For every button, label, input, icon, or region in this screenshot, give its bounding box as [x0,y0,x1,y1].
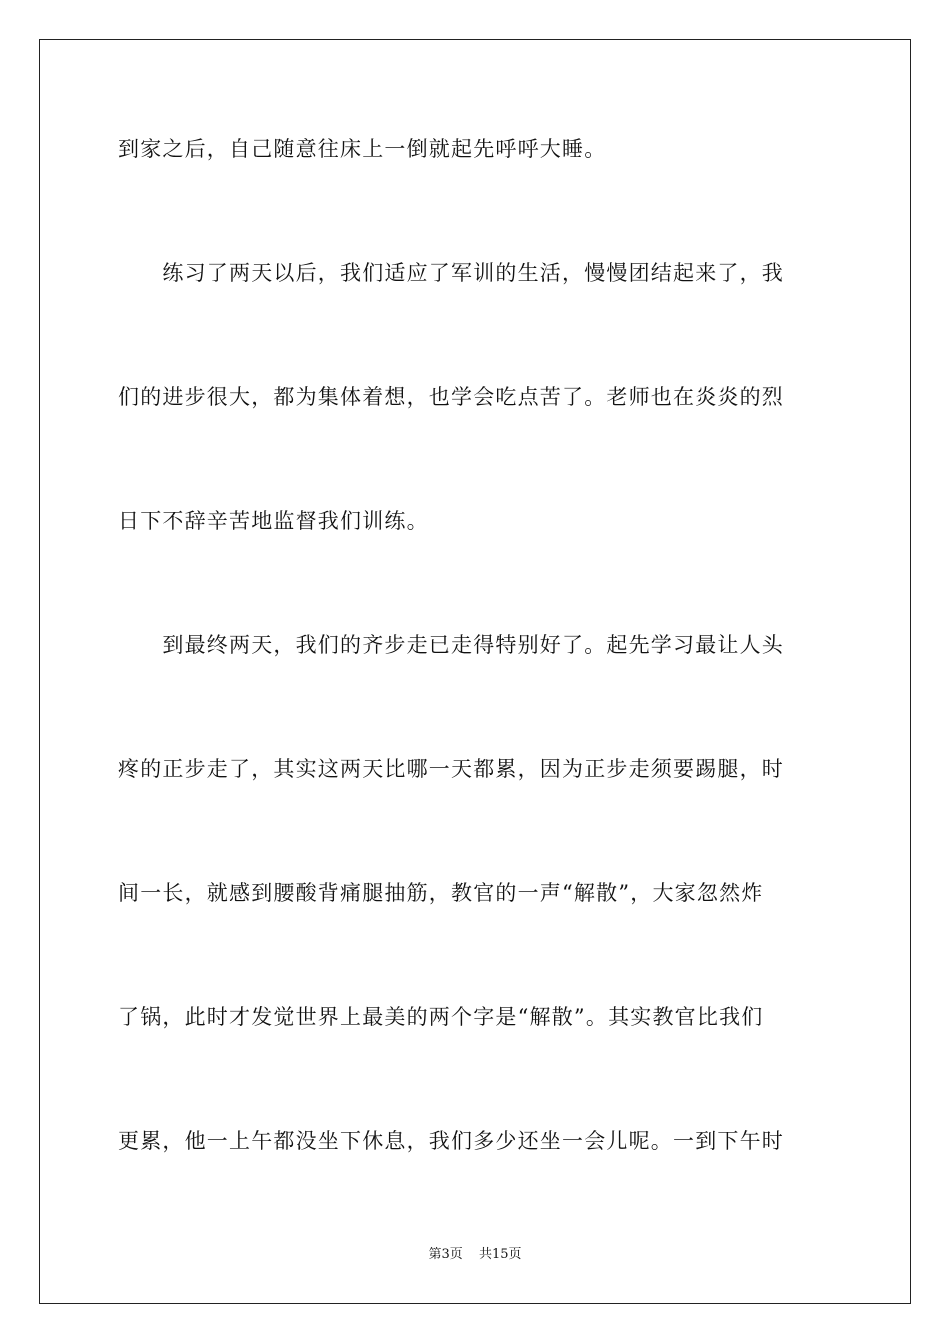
text-line-2: 练习了两天以后，我们适应了军训的生活，慢慢团结起来了，我 [118,261,784,285]
page-number: 第3页 [428,1247,463,1262]
text-line-3: 们的进步很大，都为集体着想，也学会吃点苦了。老师也在炎炎的烈 [118,385,784,409]
text-line-6: 疼的正步走了，其实这两天比哪一天都累，因为正步走须要踢腿，时 [118,757,784,781]
text-line-8: 了锅，此时才发觉世界上最美的两个字是“解散”。其实教官比我们 [118,1005,764,1029]
text-line-4: 日下不辞辛苦地监督我们训练。 [118,509,429,533]
text-line-9: 更累，他一上午都没坐下休息，我们多少还坐一会儿呢。一到下午时 [118,1129,784,1153]
page-total: 共15页 [478,1247,522,1262]
text-line-5: 到最终两天，我们的齐步走已走得特别好了。起先学习最让人头 [118,633,784,657]
text-line-1: 到家之后，自己随意往床上一倒就起先呼呼大睡。 [118,137,607,161]
text-line-7: 间一长，就感到腰酸背痛腿抽筋，教官的一声“解散”，大家忽然炸 [118,881,764,905]
page-frame [39,39,911,1304]
page-footer [0,1246,950,1264]
